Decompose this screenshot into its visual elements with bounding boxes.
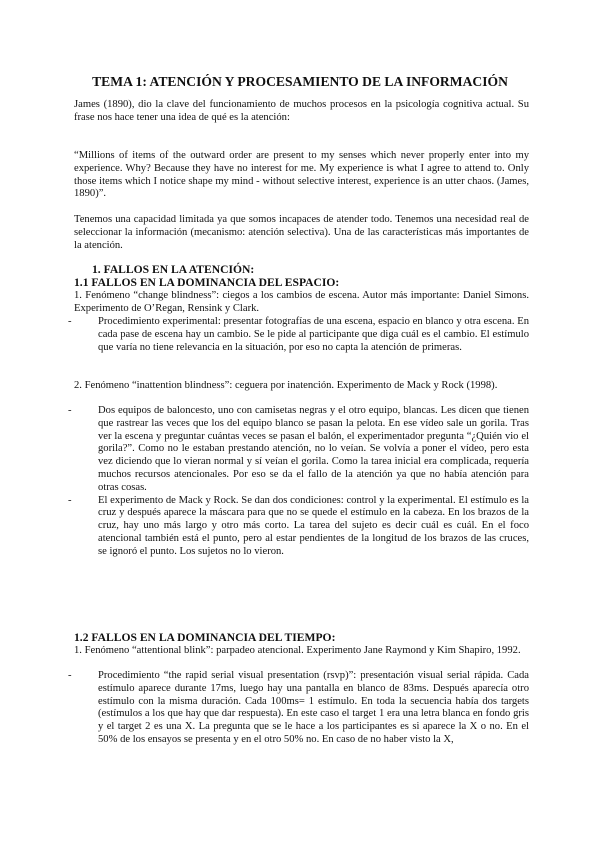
list-item: [68, 494, 529, 559]
list-item: [68, 316, 529, 354]
section-heading-1-2: 1.2 FALLOS EN LA DOMINANCIA DEL TIEMPO:: [74, 631, 336, 644]
section-heading-1-1: 1.1 FALLOS EN LA DOMINANCIA DEL ESPACIO:: [74, 276, 340, 289]
change-blindness-paragraph: 1. Fenómeno “change blindness”: ciegos a los cambios de escena. Autor más importante: Daniel Simons. Experimento de O’Regan, Rensink y Clark.: [74, 290, 529, 314]
list-item: [68, 670, 529, 747]
list-item-text: El experimento de Mack y Rock. Se dan dos condiciones: control y la experimental. El estímulo es la cruz y después aparece la máscara para que no se quede el estímulo en la cabeza. En los brazos de la cruz, hay uno más largo y otro más corto. La tarea del sujeto es decir cuál es cuál. En el foco atencional también está el punto, pero al estar pendientes de la longitud de los brazos de las cruces, se ignoró el punto. Los sujetos no lo vieron.: [98, 494, 529, 557]
james-quote: “Millions of items of the outward order are present to my senses which never properly enter into my experience. Why? Because they have no interest for me. My experience is what I agree to attend to. Only those items which I notice shape my mind - without selective interest, experience is an utter chaos. (James, 1890)”.: [74, 150, 529, 200]
list-item-text: Procedimiento “the rapid serial visual presentation (rsvp)”: presentación visual serial rápida. Cada estímulo aparece durante 17ms, luego hay una pantalla en blanco de 83ms. Después aparecía otro estímulo con la misma duración. Cada 100ms= 1 estímulo. En toda la secuencia había dos targets (estímulos a los que hay que dar respuesta). En este caso el target 1 era una letra blanca en fondo gris y el target 2 es una X. La pregunta que se le hace a los participantes es si aparece la X o no. En el 50% de los ensayos se presenta y en el otro 50% no. En caso de no haber visto la X,: [98, 670, 529, 745]
attentional-blink-bullets: [68, 670, 529, 747]
attentional-blink-paragraph: 1. Fenómeno “attentional blink”: parpadeo atencional. Experimento Jane Raymond y Kim Shapiro, 1992.: [74, 645, 521, 656]
list-item-text: Procedimiento experimental: presentar fotografías de una escena, espacio en blanco y otra escena. En cada pase de escena hay un cambio. Se le pide al participante que diga cuál es el cambio. El estímulo que varía no tiene relevancia en la situación, por eso no capta la atención de primeras.: [98, 316, 529, 353]
bullet-dash: -: [68, 670, 72, 681]
bullet-dash: -: [68, 494, 72, 506]
change-blindness-bullets: [68, 316, 529, 354]
inattention-blindness-bullets: [68, 405, 529, 559]
section-heading-1: 1. FALLOS EN LA ATENCIÓN:: [92, 263, 255, 276]
bullet-dash: -: [68, 316, 72, 327]
bullet-dash: -: [68, 405, 72, 416]
list-item-text: Dos equipos de baloncesto, uno con camisetas negras y el otro equipo, blancas. Les dicen que tienen que rastrear las veces que los del equipo blanco se pasan la pelota. En ese vídeo sale un gorila. Tras ver la escena y preguntar cuántas veces se pasan el balón, el experimentador pregunta “¿Quién vio el gorila?”. Como no le estaban prestando atención, no lo veían. Se volvía a poner el vídeo, pero esta vez diciendo que lo vieran normal y sí veían el gorila. Como la tarea inicial era complicada, requería muchos recursos atencionales. Por eso se da el fallo de la atención ya que no había atención para otras cosas.: [98, 405, 529, 493]
document-title: TEMA 1: ATENCIÓN Y PROCESAMIENTO DE LA INFORMACIÓN: [92, 74, 508, 89]
list-item: [68, 405, 529, 495]
capacity-paragraph: Tenemos una capacidad limitada ya que somos incapaces de atender todo. Tenemos una necesidad real de seleccionar la información (mecanismo: atención selectiva). Una de las características más importantes de la atención.: [74, 214, 529, 251]
inattention-blindness-paragraph: 2. Fenómeno “inattention blindness”: ceguera por inatención. Experimento de Mack y Rock (1998).: [74, 380, 498, 391]
intro-paragraph: James (1890), dio la clave del funcionamiento de muchos procesos en la psicología cognitiva actual. Su frase nos hace tener una idea de qué es la atención:: [74, 99, 529, 123]
